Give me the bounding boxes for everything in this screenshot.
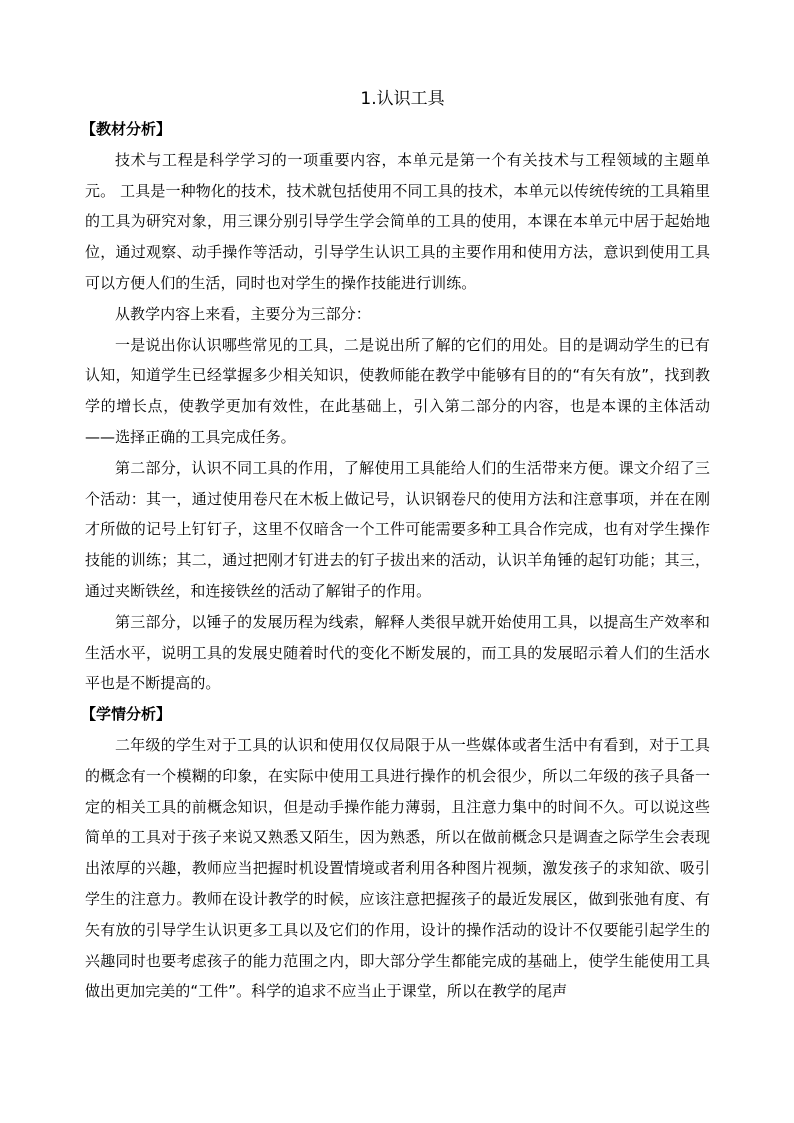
document-page [81,84,710,1007]
section-heading-student-analysis: 【学情分析】 [81,705,172,724]
paragraph: 一是说出你认识哪些常见的工具，二是说出所了解的它们的用处。目的是调动学生的已有认知，知道学生已经掌握多少相关知识，使教师能在教学中能够有目的的“有矢有放”，找到教学的增长点，使教学更加有效性，在此基础上，引入第二部分的内容，也是本课的主体活动——选择正确的工具完成任务。 [85,335,710,446]
paragraph: 技术与工程是科学学习的一项重要内容，本单元是第一个有关技术与工程领域的主题单元。 工具是一种物化的技术，技术就包括使用不同工具的技术，本单元以传统传统的工具箱里的工具为研究对象，用三课分别引导学生学会简单的工具的使用，本课在本单元中居于起始地位，通过观察、动手操作等活动，引导学生认识工具的主要作用和使用方法，意识到使用工具可以方便人们的生活，同时也对学生的操作技能进行训练。 [85,150,710,292]
paragraph: 二年级的学生对于工具的认识和使用仅仅局限于从一些媒体或者生活中有看到，对于工具的概念有一个模糊的印象，在实际中使用工具进行操作的机会很少，所以二年级的孩子具备一定的相关工具的前概念知识，但是动手操作能力薄弱，且注意力集中的时间不久。可以说这些简单的工具对于孩子来说又熟悉又陌生，因为熟悉，所以在做前概念只是调查之际学生会表现出浓厚的兴趣，教师应当把握时机设置情境或者利用各种图片视频，激发孩子的求知欲、吸引学生的注意力。教师在设计教学的时候，应该注意把握孩子的最近发展区，做到张弛有度、有矢有放的引导学生认识更多工具以及它们的作用，设计的操作活动的设计不仅要能引起学生的兴趣同时也要考虑孩子的能力范围之内，即大部分学生都能完成的基础上，使学生能使用工具做出更加完美的“工件”。科学的追求不应当止于课堂，所以在教学的尾声 [85,735,710,1001]
paragraph: 从教学内容上来看，主要分为三部分： [115,304,371,323]
paragraph: 第二部分，认识不同工具的作用，了解使用工具能给人们的生活带来方便。课文介绍了三个活动：其一，通过使用卷尺在木板上做记号，认识钢卷尺的使用方法和注意事项，并在在刚才所做的记号上钉钉子，这里不仅暗含一个工件可能需要多种工具合作完成，也有对学生操作技能的训练；其二，通过把刚才钉进去的钉子拔出来的活动，认识羊角锤的起钉功能；其三，通过夹断铁丝，和连接铁丝的活动了解钳子的作用。 [85,458,710,600]
section-student-analysis [81,699,710,1007]
document-title: 1.认识工具 [360,89,445,109]
section-textbook-analysis [81,114,710,699]
section-heading-textbook-analysis: 【教材分析】 [81,120,172,138]
paragraph: 第三部分，以锤子的发展历程为线索，解释人类很早就开始使用工具，以提高生产效率和生活水平，说明工具的发展史随着时代的变化不断发展的，而工具的发展昭示着人们的生活水平也是不断提高的。 [85,612,710,693]
